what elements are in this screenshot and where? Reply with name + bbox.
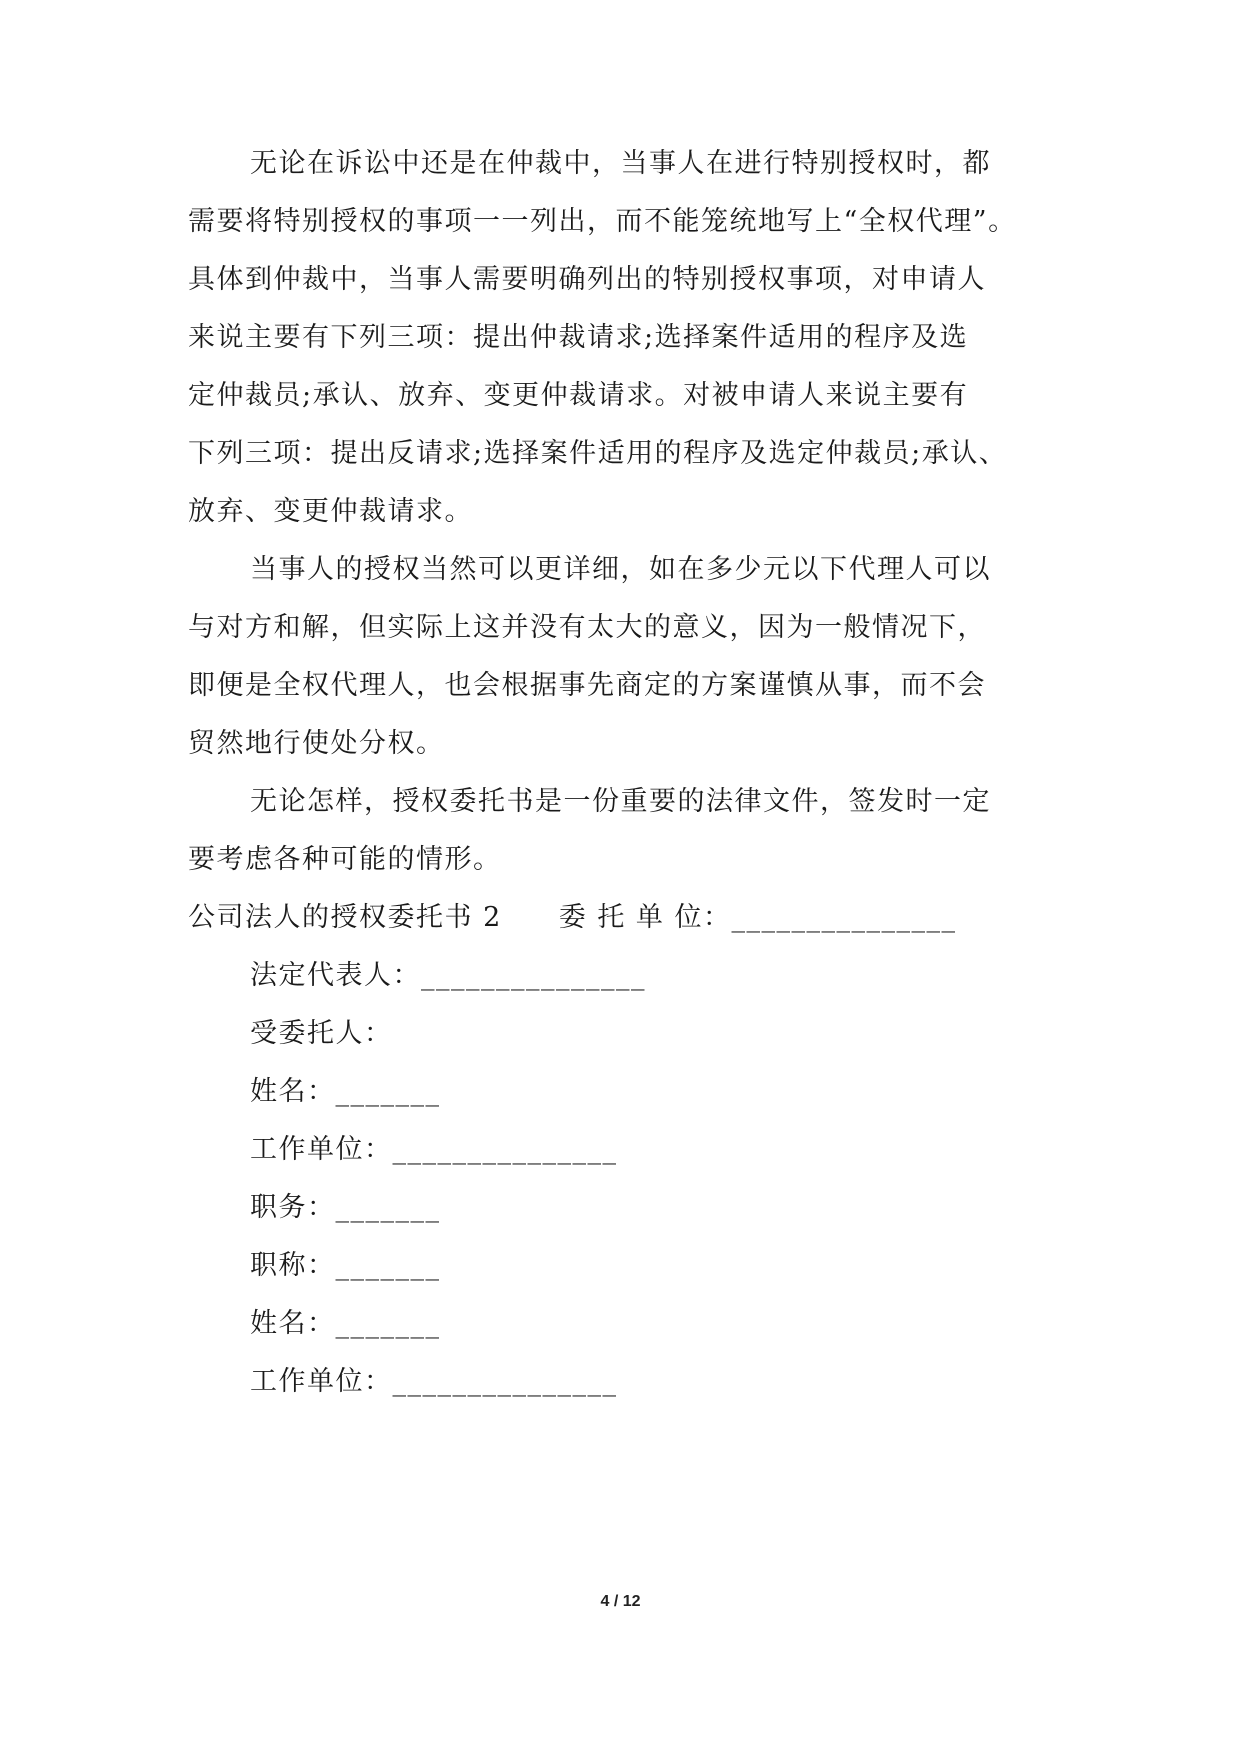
trustee-label: 受委托人： — [250, 1018, 393, 1049]
paragraph-1-line-7: 放弃、变更仲裁请求。 — [188, 496, 473, 527]
paragraph-1-line-1: 无论在诉讼中还是在仲裁中，当事人在进行特别授权时，都 — [250, 148, 991, 179]
paragraph-2-line-3: 即便是全权代理人，也会根据事先商定的方案谨慎从事，而不会 — [188, 670, 986, 701]
name-field-2: 姓名：_______ — [250, 1308, 441, 1339]
paragraph-2-line-2: 与对方和解，但实际上这并没有太大的意义，因为一般情况下， — [188, 612, 986, 643]
form-heading-line: 公司法人的授权委托书 2 委 托 单 位：_______________ — [188, 902, 957, 933]
paragraph-3-line-2: 要考虑各种可能的情形。 — [188, 844, 502, 875]
position-field: 职务：_______ — [250, 1192, 441, 1223]
work-unit-field-1: 工作单位：_______________ — [250, 1134, 618, 1165]
paragraph-1-line-6: 下列三项：提出反请求;选择案件适用的程序及选定仲裁员;承认、 — [188, 438, 1008, 469]
paragraph-1-line-3: 具体到仲裁中，当事人需要明确列出的特别授权事项，对申请人 — [188, 264, 986, 295]
title-field: 职称：_______ — [250, 1250, 441, 1281]
name-field-1: 姓名：_______ — [250, 1076, 441, 1107]
work-unit-field-2: 工作单位：_______________ — [250, 1366, 618, 1397]
paragraph-1-line-4: 来说主要有下列三项：提出仲裁请求;选择案件适用的程序及选 — [188, 322, 969, 353]
paragraph-1-line-2: 需要将特别授权的事项一一列出，而不能笼统地写上“全权代理”。 — [188, 206, 1017, 237]
paragraph-2-line-4: 贸然地行使处分权。 — [188, 728, 445, 759]
legal-representative-field: 法定代表人：_______________ — [250, 960, 646, 991]
paragraph-1-line-5: 定仲裁员;承认、放弃、变更仲裁请求。对被申请人来说主要有 — [188, 380, 969, 411]
paragraph-2-line-1: 当事人的授权当然可以更详细，如在多少元以下代理人可以 — [250, 554, 991, 585]
page-number: 4 / 12 — [600, 1593, 641, 1610]
paragraph-3-line-1: 无论怎样，授权委托书是一份重要的法律文件，签发时一定 — [250, 786, 991, 817]
